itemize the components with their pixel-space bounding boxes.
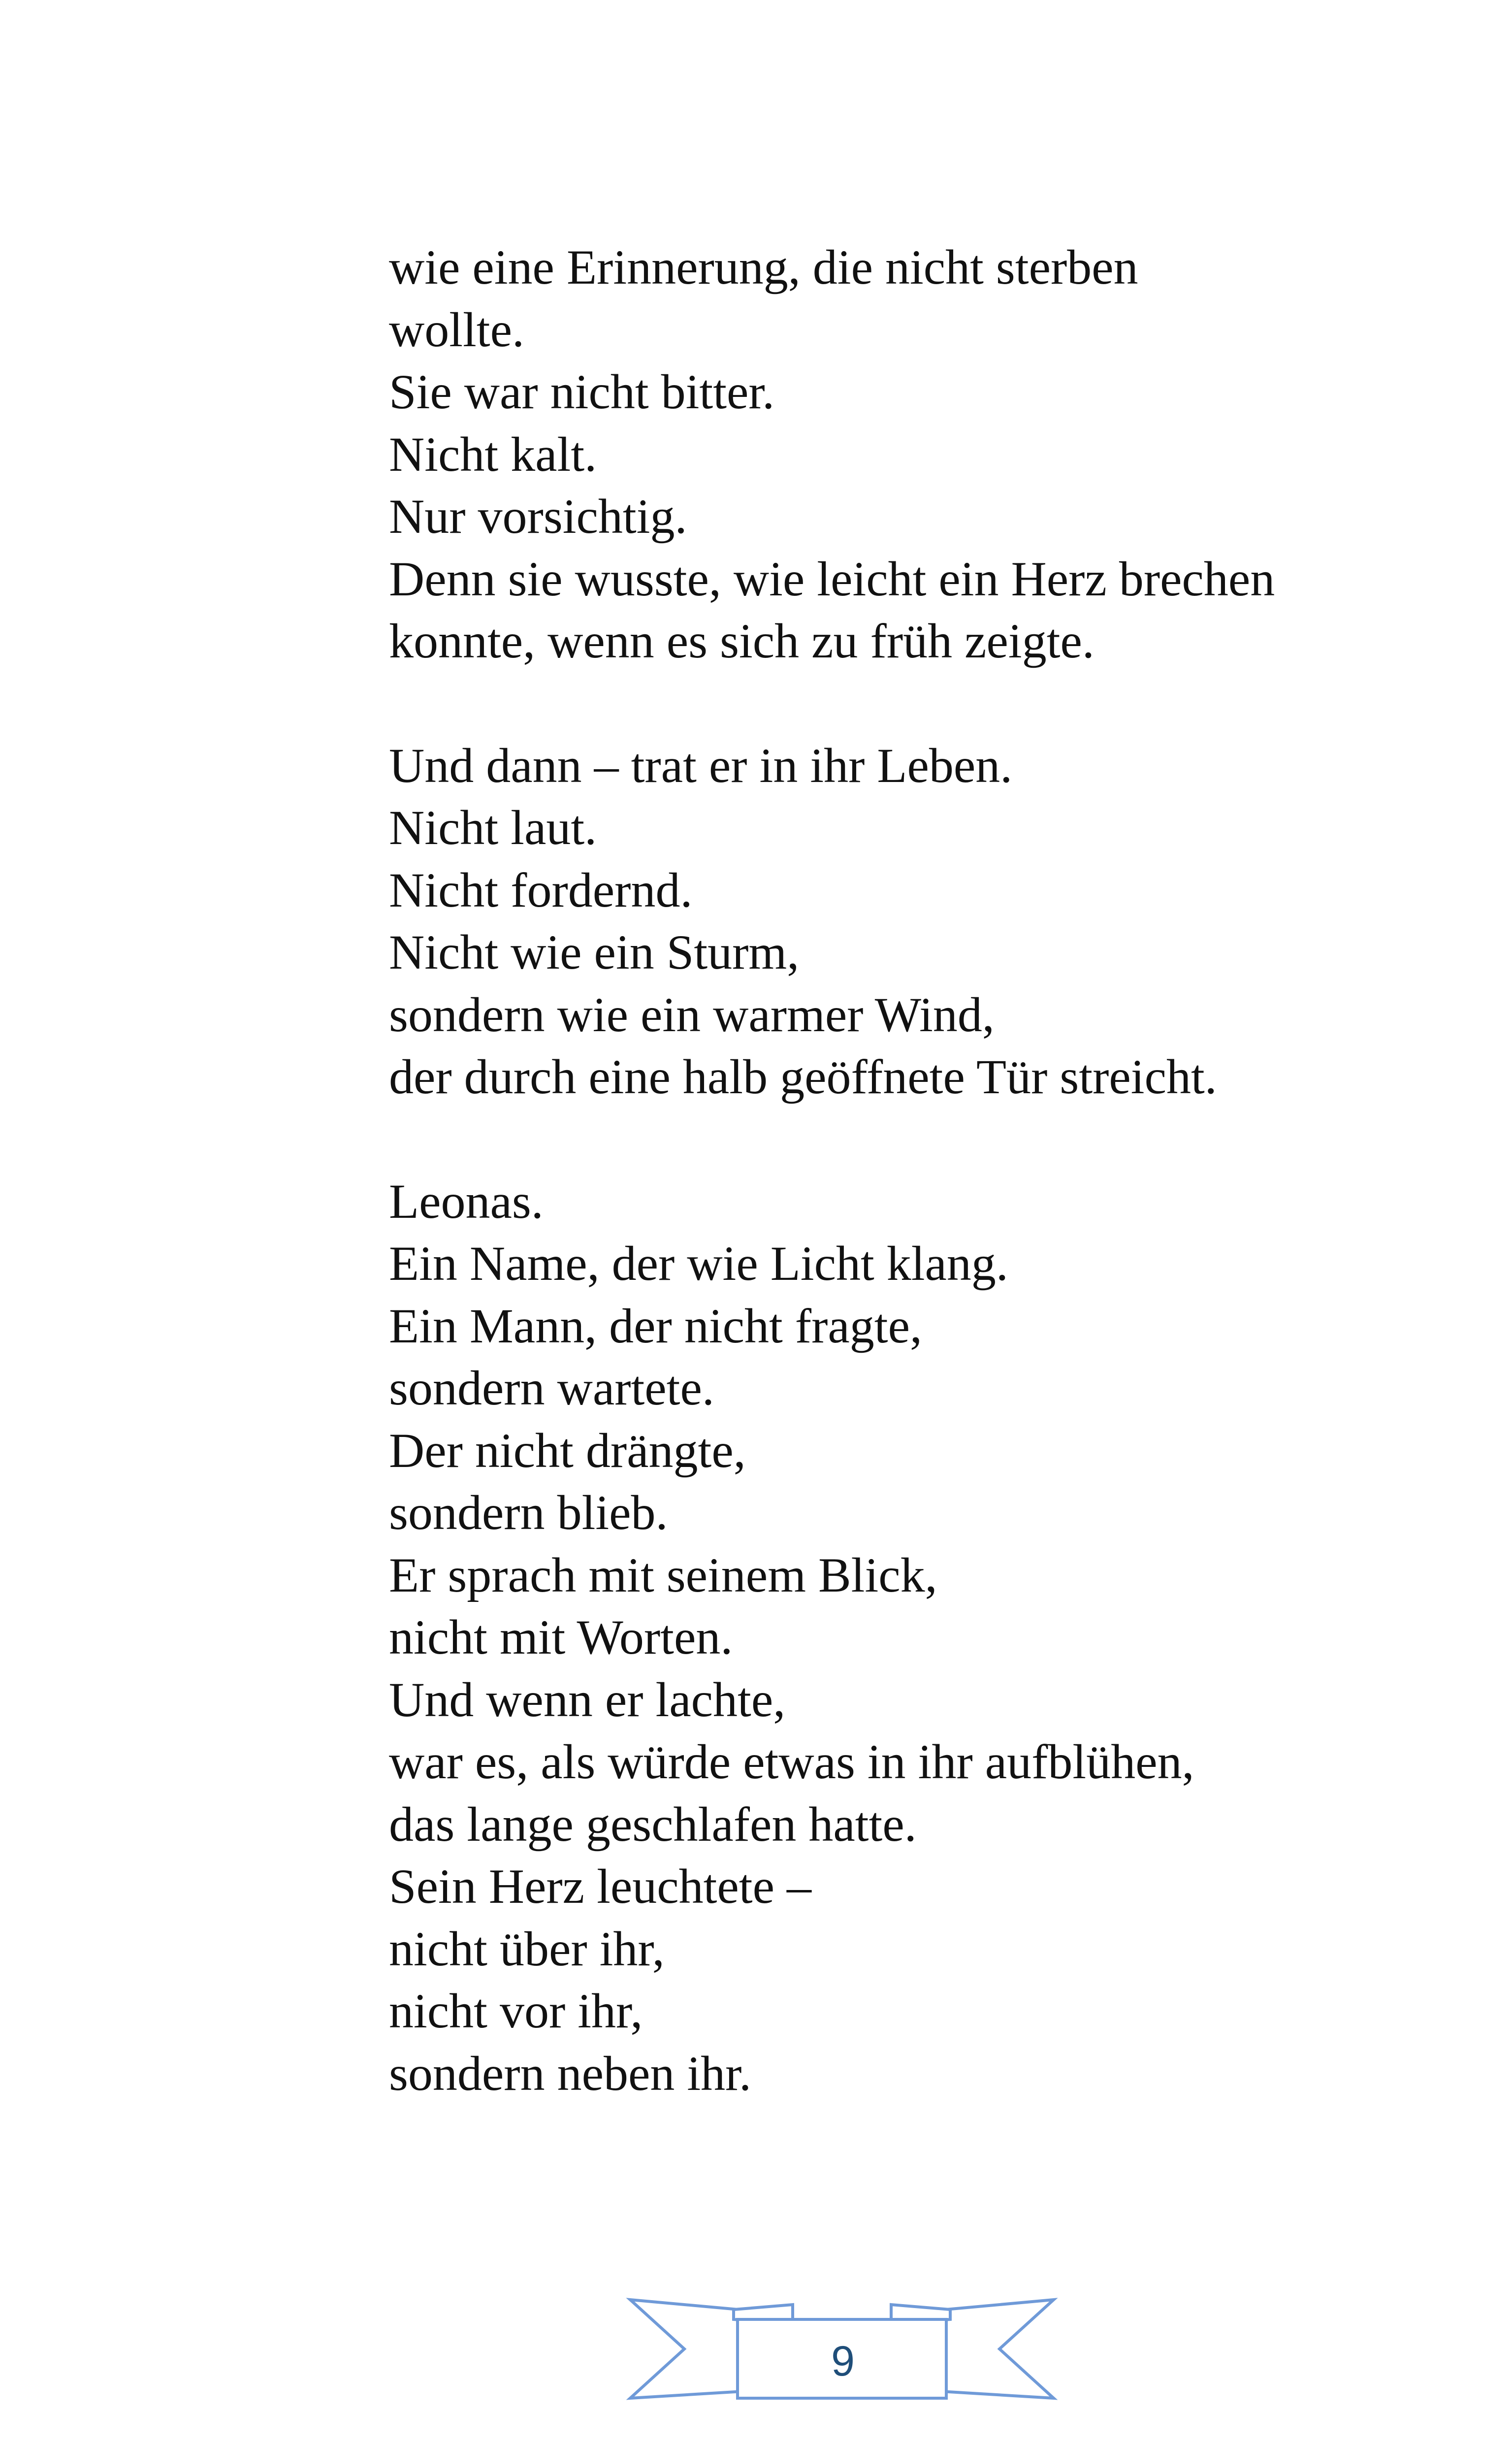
text-line: Nur vorsichtig. [389, 489, 687, 544]
text-line: das lange geschlafen hatte. [389, 1796, 917, 1852]
text-line: Denn sie wusste, wie leicht ein Herz brechen [389, 551, 1275, 606]
text-line: war es, als würde etwas in ihr aufblühen, [389, 1734, 1194, 1789]
stanza-1 [389, 236, 1423, 673]
text-line: sondern blieb. [389, 1485, 668, 1540]
text-line: konnte, wenn es sich zu früh zeigte. [389, 614, 1094, 668]
text-line: Er sprach mit seinem Blick, [389, 1547, 937, 1602]
text-line: nicht über ihr, [389, 1921, 665, 1976]
text-line: nicht mit Worten. [389, 1610, 733, 1664]
text-line: Nicht fordernd. [389, 862, 693, 917]
text-line: Der nicht drängte, [389, 1423, 746, 1478]
text-line: Nicht laut. [389, 800, 597, 855]
text-line: Nicht kalt. [389, 426, 597, 482]
text-line: nicht vor ihr, [389, 1984, 643, 2038]
text-line: sondern neben ihr. [389, 2046, 751, 2101]
text-line: der durch eine halb geöffnete Tür streicht. [389, 1049, 1217, 1104]
text-line: Ein Name, der wie Licht klang. [389, 1236, 1008, 1291]
text-line: Und dann – trat er in ihr Leben. [389, 738, 1013, 793]
stanza-3 [389, 1171, 1423, 2105]
text-line: Sein Herz leuchtete – [389, 1859, 811, 1914]
poem-text [389, 236, 1423, 2167]
text-line: wie eine Erinnerung, die nicht sterben [389, 240, 1138, 294]
text-line: Sie war nicht bitter. [389, 364, 775, 419]
text-line: Und wenn er lachte, [389, 1672, 786, 1727]
text-line: Ein Mann, der nicht fragte, [389, 1298, 922, 1353]
text-line: Leonas. [389, 1173, 544, 1229]
stanza-2 [389, 735, 1423, 1108]
page-number: 9 [831, 2337, 855, 2385]
text-line: sondern wie ein warmer Wind, [389, 987, 995, 1042]
text-line: Nicht wie ein Sturm, [389, 925, 800, 979]
text-line: sondern wartete. [389, 1361, 714, 1415]
text-line: wollte. [389, 302, 524, 357]
